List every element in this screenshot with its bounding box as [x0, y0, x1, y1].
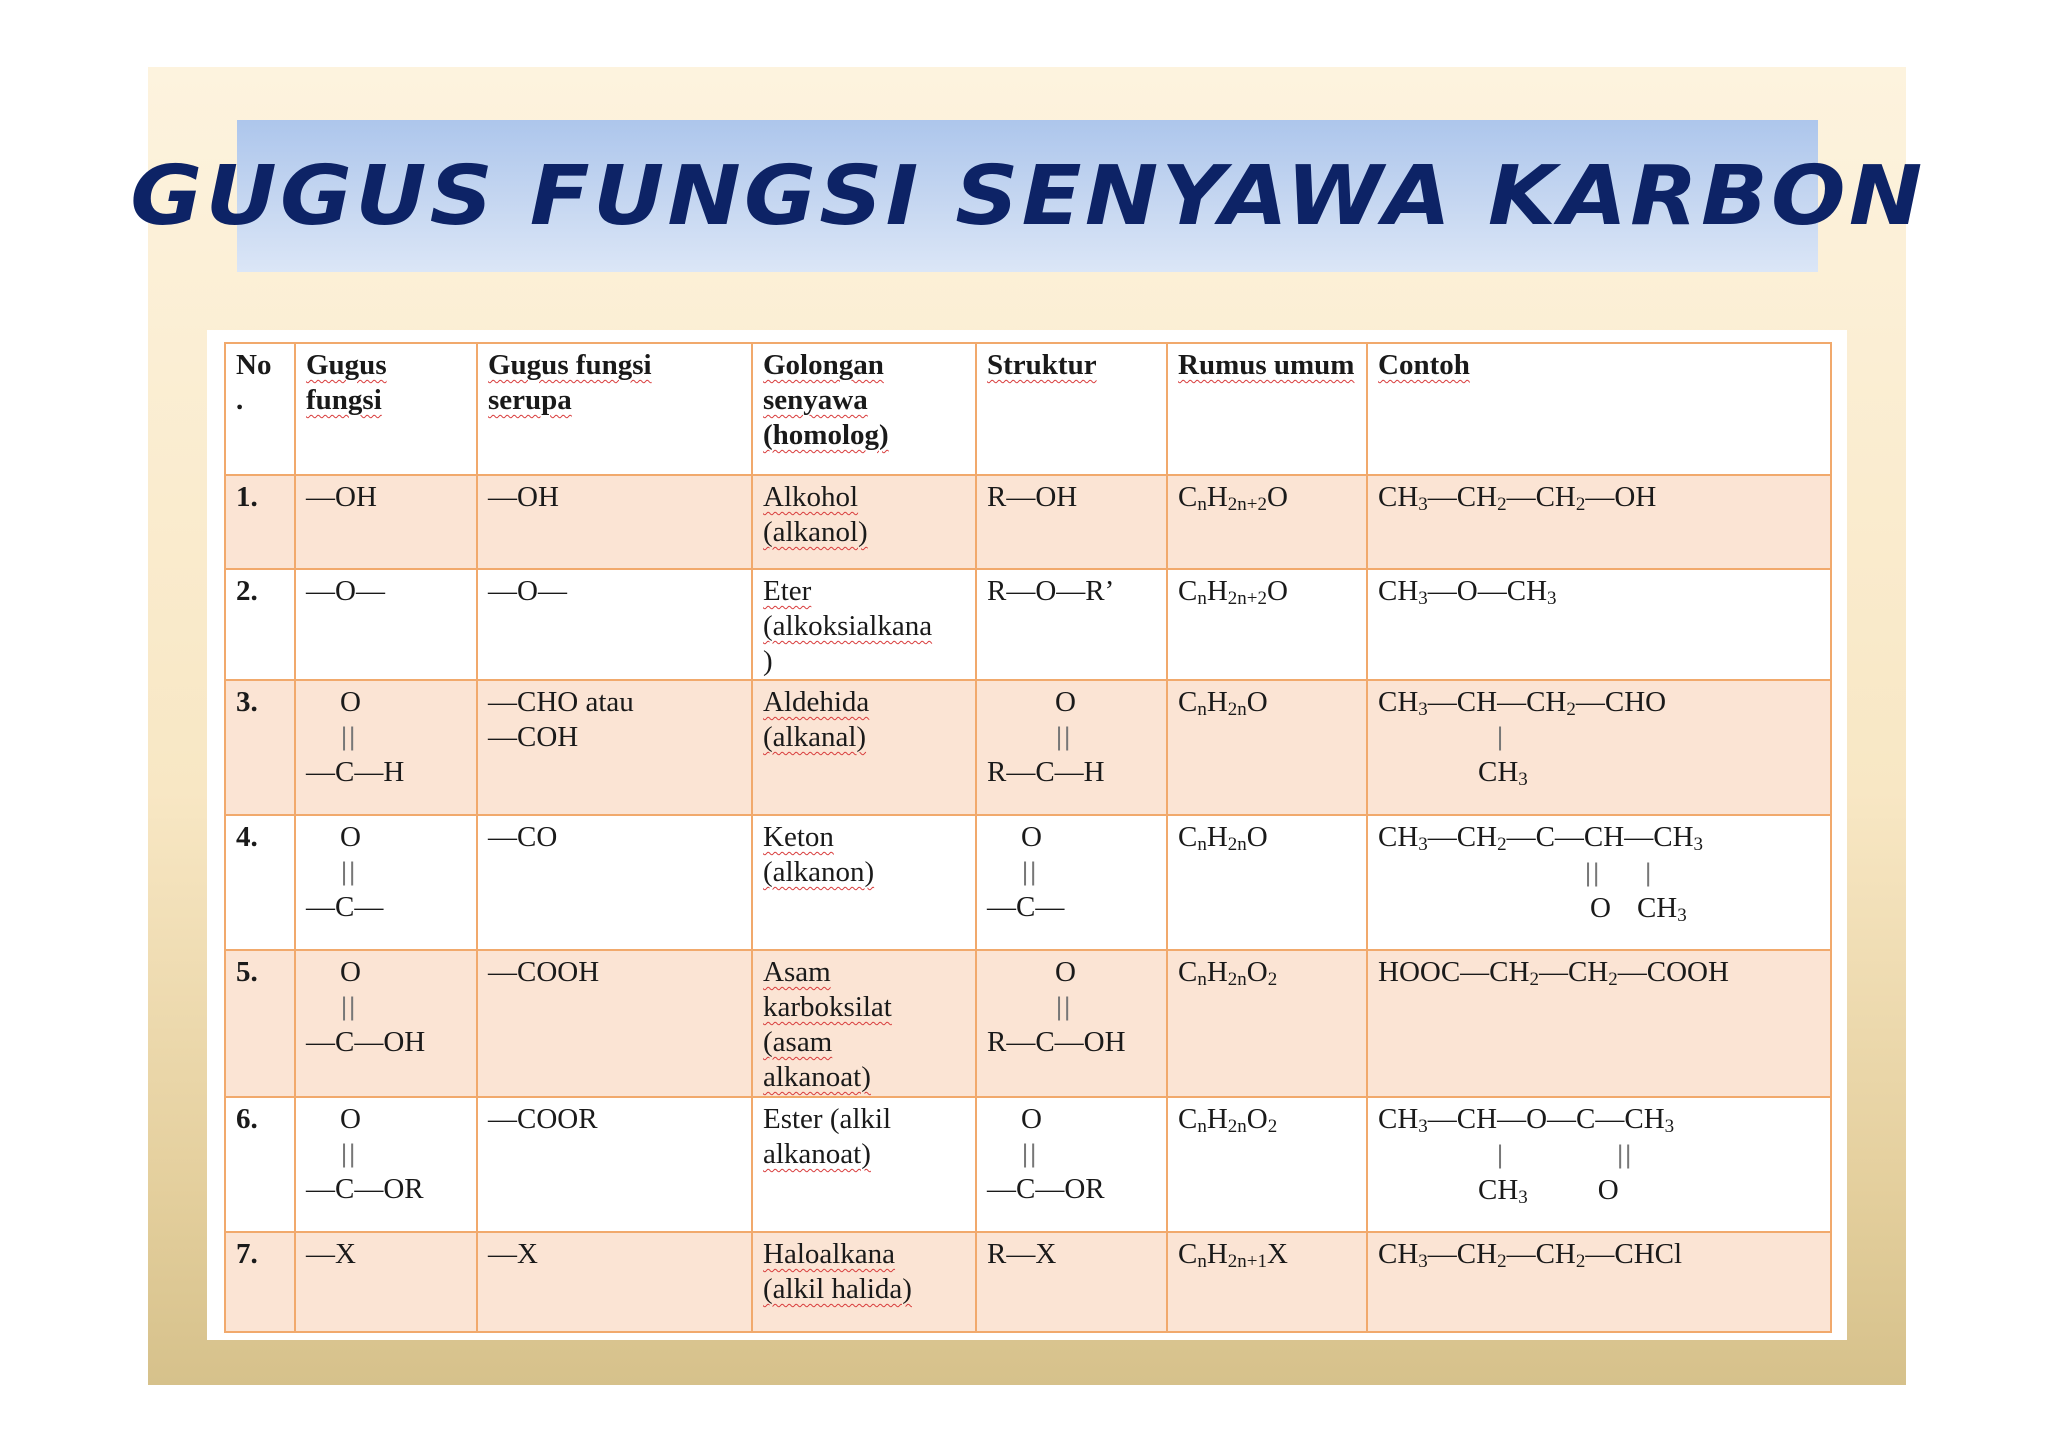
table-row: [225, 569, 1831, 680]
struktur-cell: R—O—R’: [976, 569, 1167, 680]
header-no: No .: [225, 343, 295, 475]
header-struktur: Struktur: [976, 343, 1167, 475]
golongan-cell: Aldehida (alkanal): [752, 680, 976, 815]
header-golongan-senyawa: Golongan senyawa (homolog): [752, 343, 976, 475]
header-gugus-fungsi: Gugus fungsi: [295, 343, 477, 475]
contoh-cell: $CH_3—CH_2—CH_2—CHCl$: [1367, 1232, 1831, 1332]
rumus-cell: $C_nH_{2n}O$: [1167, 680, 1367, 815]
contoh-cell: $CH_3—O—CH_3$: [1367, 569, 1831, 680]
row-number: 5.: [225, 950, 295, 1097]
contoh-cell: $CH_3—CH_2—CH_2—OH$: [1367, 475, 1831, 569]
table-row: [225, 1097, 1831, 1232]
table-row: [225, 815, 1831, 950]
gugus-fungsi-cell: —X: [295, 1232, 477, 1332]
row-number: 7.: [225, 1232, 295, 1332]
gugus-serupa-cell: —CO: [477, 815, 752, 950]
row-number: 3.: [225, 680, 295, 815]
struktur-cell: O || R—C—H: [976, 680, 1167, 815]
table-row: [225, 1232, 1831, 1332]
contoh-cell: $CH_3—CH_2—C—CH—CH_3$ || | O $CH_3$: [1367, 815, 1831, 950]
gugus-fungsi-cell: —OH: [295, 475, 477, 569]
rumus-cell: $C_nH_{2n+2}O$: [1167, 569, 1367, 680]
header-gugus-fungsi-serupa: Gugus fungsi serupa: [477, 343, 752, 475]
row-number: 6.: [225, 1097, 295, 1232]
gugus-fungsi-cell: O || —C—: [295, 815, 477, 950]
struktur-cell: R—OH: [976, 475, 1167, 569]
contoh-cell: $CH_3—CH—CH_2—CHO$ | $CH_3$: [1367, 680, 1831, 815]
contoh-cell: $HOOC—CH_2—CH_2—COOH$: [1367, 950, 1831, 1097]
gugus-serupa-cell: —CHO atau —COH: [477, 680, 752, 815]
golongan-cell: Eter (alkoksialkana ): [752, 569, 976, 680]
gugus-fungsi-cell: O || —C—H: [295, 680, 477, 815]
row-number: 4.: [225, 815, 295, 950]
row-number: 2.: [225, 569, 295, 680]
table-row: [225, 680, 1831, 815]
gugus-serupa-cell: —COOH: [477, 950, 752, 1097]
header-row: [225, 343, 1831, 475]
rumus-cell: $C_nH_{2n}O_2$: [1167, 1097, 1367, 1232]
golongan-cell: Haloalkana (alkil halida): [752, 1232, 976, 1332]
contoh-cell: $CH_3—CH—O—C—CH_3$ | || $CH_3$ O: [1367, 1097, 1831, 1232]
golongan-cell: Asam karboksilat (asam alkanoat): [752, 950, 976, 1097]
gugus-fungsi-cell: O || —C—OH: [295, 950, 477, 1097]
functional-group-table: [224, 342, 1832, 1333]
rumus-cell: $C_nH_{2n+1}X$: [1167, 1232, 1367, 1332]
table-row: [225, 950, 1831, 1097]
rumus-cell: $C_nH_{2n}O_2$: [1167, 950, 1367, 1097]
golongan-cell: Ester (alkil alkanoat): [752, 1097, 976, 1232]
golongan-cell: Keton (alkanon): [752, 815, 976, 950]
table-row: [225, 475, 1831, 569]
gugus-serupa-cell: —X: [477, 1232, 752, 1332]
rumus-cell: $C_nH_{2n+2}O$: [1167, 475, 1367, 569]
gugus-serupa-cell: —O—: [477, 569, 752, 680]
gugus-serupa-cell: —COOR: [477, 1097, 752, 1232]
table-container: [207, 330, 1847, 1340]
gugus-fungsi-cell: O || —C—OR: [295, 1097, 477, 1232]
struktur-cell: R—X: [976, 1232, 1167, 1332]
header-contoh: Contoh: [1367, 343, 1831, 475]
rumus-cell: $C_nH_{2n}O$: [1167, 815, 1367, 950]
title-banner: [129, 120, 1926, 272]
golongan-cell: Alkohol (alkanol): [752, 475, 976, 569]
row-number: 1.: [225, 475, 295, 569]
gugus-serupa-cell: —OH: [477, 475, 752, 569]
header-rumus-umum: Rumus umum: [1167, 343, 1367, 475]
struktur-cell: O || —C—OR: [976, 1097, 1167, 1232]
struktur-cell: O || —C—: [976, 815, 1167, 950]
struktur-cell: O || R—C—OH: [976, 950, 1167, 1097]
gugus-fungsi-cell: —O—: [295, 569, 477, 680]
slide-title: GUGUS FUNGSI SENYAWA KARBON: [129, 148, 1926, 244]
